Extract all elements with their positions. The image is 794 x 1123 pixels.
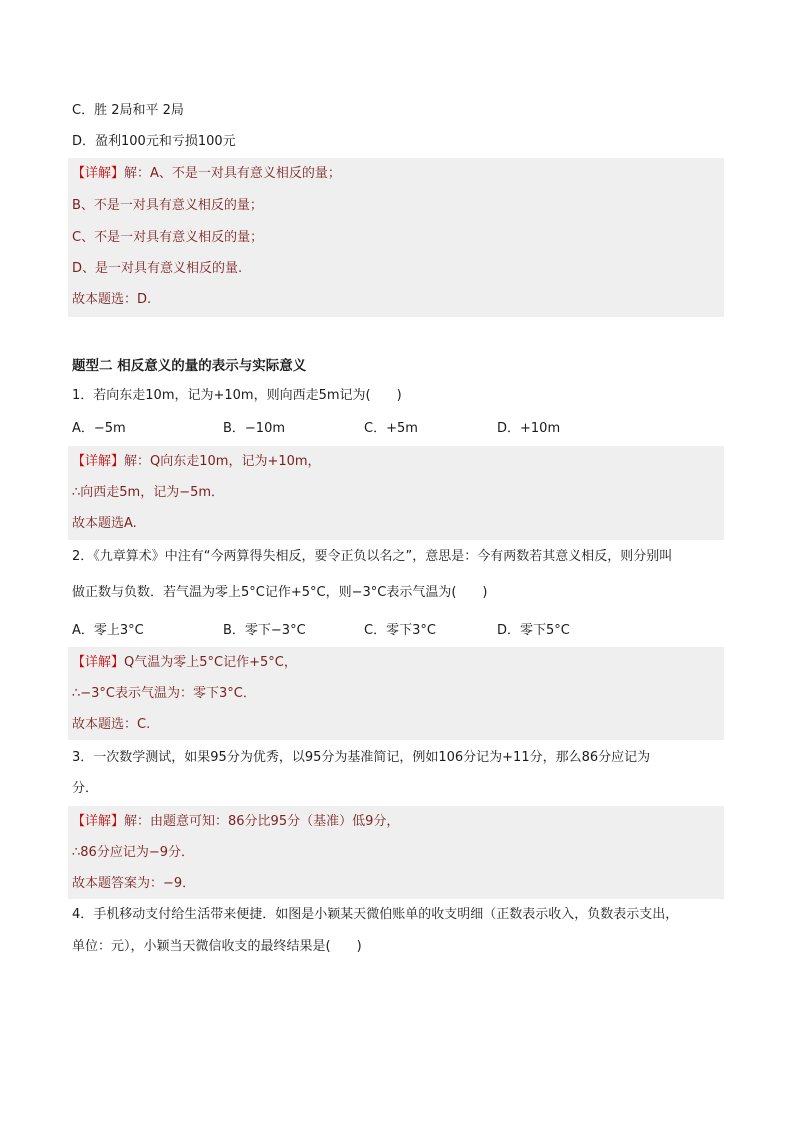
solution-text: 解：A、不是一对具有意义相反的量； bbox=[124, 166, 341, 181]
option-d: D．零下5°C bbox=[497, 623, 570, 638]
solution-line: 故本题选：D. bbox=[72, 292, 152, 307]
option-c: C．零下3°C bbox=[364, 623, 436, 638]
question-stem: 1．若向东走10m，记为+10m，则向西走5m记为( ) bbox=[72, 388, 402, 403]
solution-tag: 【详解】 bbox=[72, 655, 125, 670]
solution-line: ∴86分应记为−9分． bbox=[72, 845, 194, 860]
solution-line: 故本题选：C. bbox=[72, 717, 151, 732]
solution-line: 故本题选A. bbox=[72, 516, 137, 531]
option-b: B．−10m bbox=[223, 421, 286, 436]
option-d: D．盈利100元和亏损100元 bbox=[72, 134, 236, 149]
solution-line: ∴−3°C表示气温为：零下3°C． bbox=[72, 686, 256, 701]
section-title: 题型二 相反意义的量的表示与实际意义 bbox=[72, 358, 307, 374]
solution-text: 解：Q向东走10m，记为+10m， bbox=[124, 454, 321, 469]
question-stem: 做正数与负数．若气温为零上5°C记作+5°C，则−3°C表示气温为( ) bbox=[72, 585, 488, 600]
solution-line bbox=[72, 654, 297, 672]
solution-text: 解：由题意可知：86分比95分（基准）低9分， bbox=[124, 814, 400, 829]
solution-tag: 【详解】 bbox=[72, 814, 125, 829]
option-b: B．零下−3°C bbox=[223, 623, 306, 638]
solution-line bbox=[72, 165, 341, 183]
option-c: C．胜 2局和平 2局 bbox=[72, 103, 184, 118]
question-stem: 3．一次数学测试，如果95分为优秀，以95分为基准简记，例如106分记为+11分，那么86分应记为 bbox=[72, 750, 651, 765]
option-a: A．−5m bbox=[72, 421, 126, 436]
option-d: D．+10m bbox=[497, 421, 561, 436]
question-stem: 分． bbox=[72, 781, 99, 796]
solution-line: B、不是一对具有意义相反的量； bbox=[72, 198, 263, 213]
solution-line: C、不是一对具有意义相反的量； bbox=[72, 230, 264, 245]
solution-line bbox=[72, 813, 399, 831]
solution-line bbox=[72, 453, 321, 471]
solution-line: ∴向西走5m，记为−5m． bbox=[72, 485, 225, 500]
solution-tag: 【详解】 bbox=[72, 166, 125, 181]
solution-tag: 【详解】 bbox=[72, 454, 125, 469]
option-c: C．+5m bbox=[364, 421, 418, 436]
solution-line: 故本题答案为：−9． bbox=[72, 876, 196, 891]
question-stem: 4．手机移动支付给生活带来便捷．如图是小颖某天微伯账单的收支明细（正数表示收入，负数表示支出， bbox=[72, 907, 679, 922]
question-stem: 2．《九章算术》中注有“今两算得失相反，要令正负以名之”，意思是：今有两数若其意义相反，则分别叫 bbox=[72, 549, 673, 564]
solution-text: Q气温为零上5°C记作+5°C， bbox=[124, 655, 297, 670]
question-stem: 单位：元），小颖当天微信收支的最终结果是( ) bbox=[72, 939, 362, 954]
solution-line: D、是一对具有意义相反的量. bbox=[72, 261, 243, 276]
option-a: A．零上3°C bbox=[72, 623, 144, 638]
